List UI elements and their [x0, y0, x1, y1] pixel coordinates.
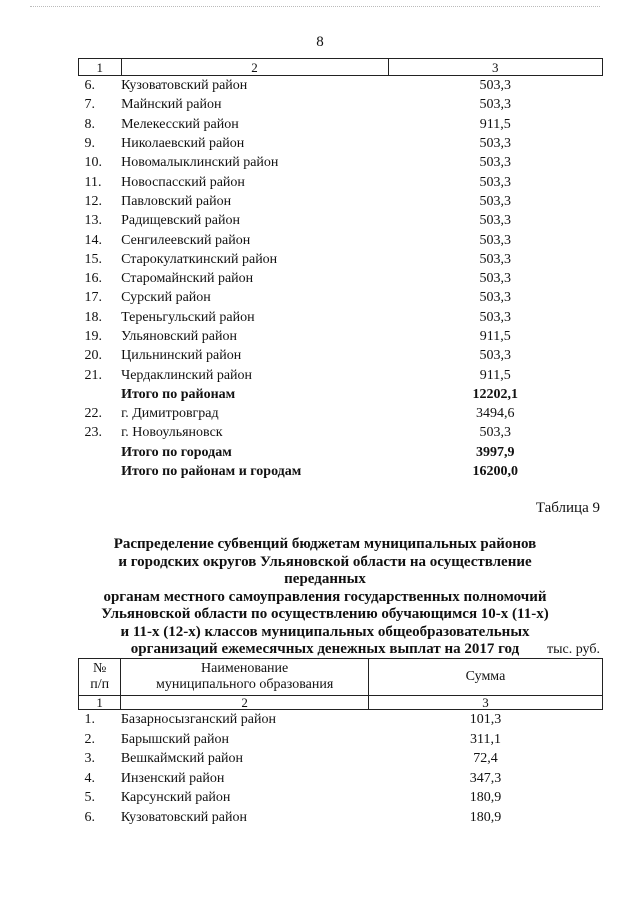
total-row: [79, 462, 603, 481]
row-value: 503,3: [479, 348, 511, 364]
row-number: 8.: [84, 116, 95, 132]
row-name: Тереньгульский район: [121, 309, 255, 325]
row-number: 12.: [84, 193, 102, 209]
row-number: 4.: [84, 770, 95, 786]
row-name: г. Димитровград: [121, 406, 219, 422]
header-num: [79, 659, 121, 696]
total-row: [79, 385, 603, 404]
row-value: 503,3: [479, 97, 511, 113]
row-number: 17.: [84, 290, 102, 306]
row-name: Старомайнский район: [121, 271, 254, 287]
row-value: 503,3: [479, 174, 511, 190]
row-name: Новомалыклинский район: [121, 155, 279, 171]
column-number: 3: [388, 59, 603, 76]
header-name-line: муниципального образования: [156, 677, 334, 692]
subvention-table-continued: [78, 58, 603, 481]
row-number: 5.: [84, 790, 95, 806]
table-row: [79, 423, 603, 442]
row-value: 911,5: [479, 367, 511, 383]
column-number-row: [79, 696, 603, 710]
column-number: 2: [121, 696, 369, 710]
row-value: 503,3: [479, 290, 511, 306]
table-row: [79, 172, 603, 191]
table-row: [79, 153, 603, 172]
row-name: Новоспасский район: [121, 174, 245, 190]
table-row: [79, 365, 603, 384]
row-value: 503,3: [479, 78, 511, 94]
table-row: [79, 769, 603, 789]
header-name-line: Наименование: [201, 661, 289, 676]
table-row: [79, 808, 603, 828]
row-name: Ульяновский район: [121, 329, 237, 344]
table-row: [79, 250, 603, 269]
row-value: 503,3: [479, 155, 511, 171]
row-name: Радищевский район: [121, 213, 240, 229]
header-name: [121, 659, 369, 696]
total-row: [79, 443, 603, 462]
row-number: 9.: [84, 136, 95, 152]
row-name: Вешкаймский район: [120, 751, 244, 767]
row-value: 101,3: [469, 712, 502, 728]
column-number-row: [79, 59, 603, 76]
table-row: [79, 308, 603, 327]
row-name: Кузоватовский район: [121, 78, 248, 94]
row-value: 180,9: [469, 809, 502, 825]
table-title: [80, 536, 570, 659]
row-name: Инзенский район: [120, 770, 225, 786]
page-number: 8: [316, 34, 324, 50]
row-number: 1.: [84, 712, 95, 728]
row-name: Кузоватовский район: [120, 809, 247, 825]
row-value: 503,3: [479, 271, 511, 287]
column-number: 1: [79, 59, 122, 76]
row-number: [79, 443, 122, 462]
row-value: 12202,1: [472, 386, 518, 402]
row-number: 3.: [84, 751, 95, 767]
row-number: 18.: [84, 309, 102, 325]
column-number: 3: [368, 696, 602, 710]
row-value: 3494,6: [476, 406, 515, 422]
row-number: 11.: [84, 174, 102, 190]
header-sum: Сумма: [368, 659, 602, 696]
row-name: г. Новоульяновск: [121, 425, 223, 441]
scan-top-edge: [30, 6, 600, 7]
table-row: [79, 346, 603, 365]
row-name: Павловский район: [121, 193, 232, 209]
table-row: [79, 269, 603, 288]
table-row: [79, 404, 603, 423]
row-name: Итого по районам и городам: [121, 464, 302, 480]
row-value: 503,3: [479, 309, 511, 325]
row-name: Базарносызганский район: [120, 712, 276, 728]
subvention-table-9: [78, 658, 603, 827]
row-name: Майнский район: [121, 97, 222, 113]
row-number: 14.: [84, 232, 102, 248]
row-value: 503,3: [479, 213, 511, 229]
row-value: 72,4: [473, 751, 498, 767]
row-value: 180,9: [469, 790, 502, 806]
row-number: 13.: [84, 213, 102, 229]
row-value: 911,5: [479, 329, 511, 344]
table-title-line: и городских округов Ульяновской области на осуществление переданных: [118, 553, 532, 587]
row-name: Итого по районам: [121, 386, 236, 402]
table-title-line: органам местного самоуправления государственных полномочий: [103, 588, 547, 605]
row-number: 15.: [84, 251, 102, 267]
row-name: Мелекесский район: [121, 116, 239, 132]
header-num-line: №: [92, 661, 107, 676]
row-value: 503,3: [479, 136, 511, 152]
row-number: 23.: [84, 425, 102, 441]
row-value: 347,3: [469, 770, 502, 786]
row-number: 6.: [84, 809, 95, 825]
row-name: Цильнинский район: [121, 348, 242, 364]
row-name: Карсунский район: [120, 790, 231, 806]
table-row: [79, 288, 603, 307]
table-row: [79, 788, 603, 808]
table-header-row: [79, 659, 603, 696]
row-name: Итого по городам: [121, 444, 232, 460]
row-name: Сурский район: [121, 290, 211, 306]
table-row: [79, 134, 603, 153]
table-title-line: организаций ежемесячных денежных выплат на 2017 год: [130, 641, 520, 657]
table-label: Таблица 9: [535, 500, 600, 516]
row-value: 3997,9: [476, 444, 515, 460]
row-number: 2.: [84, 731, 95, 747]
row-value: 503,3: [479, 425, 511, 441]
row-name: Чердаклинский район: [121, 367, 253, 383]
table-row: [79, 76, 603, 96]
row-number: 7.: [84, 97, 95, 113]
table-row: [79, 710, 603, 730]
table-title-line: и 11-х (12-х) классов муниципальных общеобразовательных: [120, 623, 530, 640]
row-name: Сенгилеевский район: [121, 232, 251, 248]
row-value: 911,5: [479, 116, 511, 132]
row-number: 16.: [84, 271, 102, 287]
row-value: 503,3: [479, 193, 511, 209]
row-number: 10.: [84, 155, 102, 171]
row-value: 16200,0: [472, 464, 518, 480]
column-number: 1: [79, 696, 121, 710]
row-number: 6.: [84, 78, 95, 94]
row-number: 22.: [84, 406, 102, 422]
table-row: [79, 730, 603, 750]
table-row: [79, 230, 603, 249]
table-row: [79, 327, 603, 346]
row-number: [79, 385, 122, 404]
table-row: [79, 211, 603, 230]
row-name: Николаевский район: [121, 136, 245, 152]
row-number: 21.: [84, 367, 102, 383]
row-name: Старокулаткинский район: [121, 251, 278, 267]
table-title-line: Распределение субвенций бюджетам муниципальных районов: [113, 536, 537, 552]
row-value: 503,3: [479, 232, 511, 248]
row-value: 311,1: [469, 731, 501, 747]
row-name: Барышский район: [120, 731, 229, 747]
table-row: [79, 115, 603, 134]
header-num-line: п/п: [90, 677, 110, 692]
row-number: 20.: [84, 348, 102, 364]
table-row: [79, 192, 603, 211]
table-row: [79, 749, 603, 769]
column-number: 2: [121, 59, 388, 76]
row-number: [79, 462, 122, 481]
table-title-line: Ульяновской области по осуществлению обучающимся 10-х (11-х): [101, 606, 549, 622]
row-number: 19.: [84, 329, 102, 344]
row-value: 503,3: [479, 251, 511, 267]
table-row: [79, 95, 603, 114]
units-label: тыс. руб.: [547, 642, 600, 657]
